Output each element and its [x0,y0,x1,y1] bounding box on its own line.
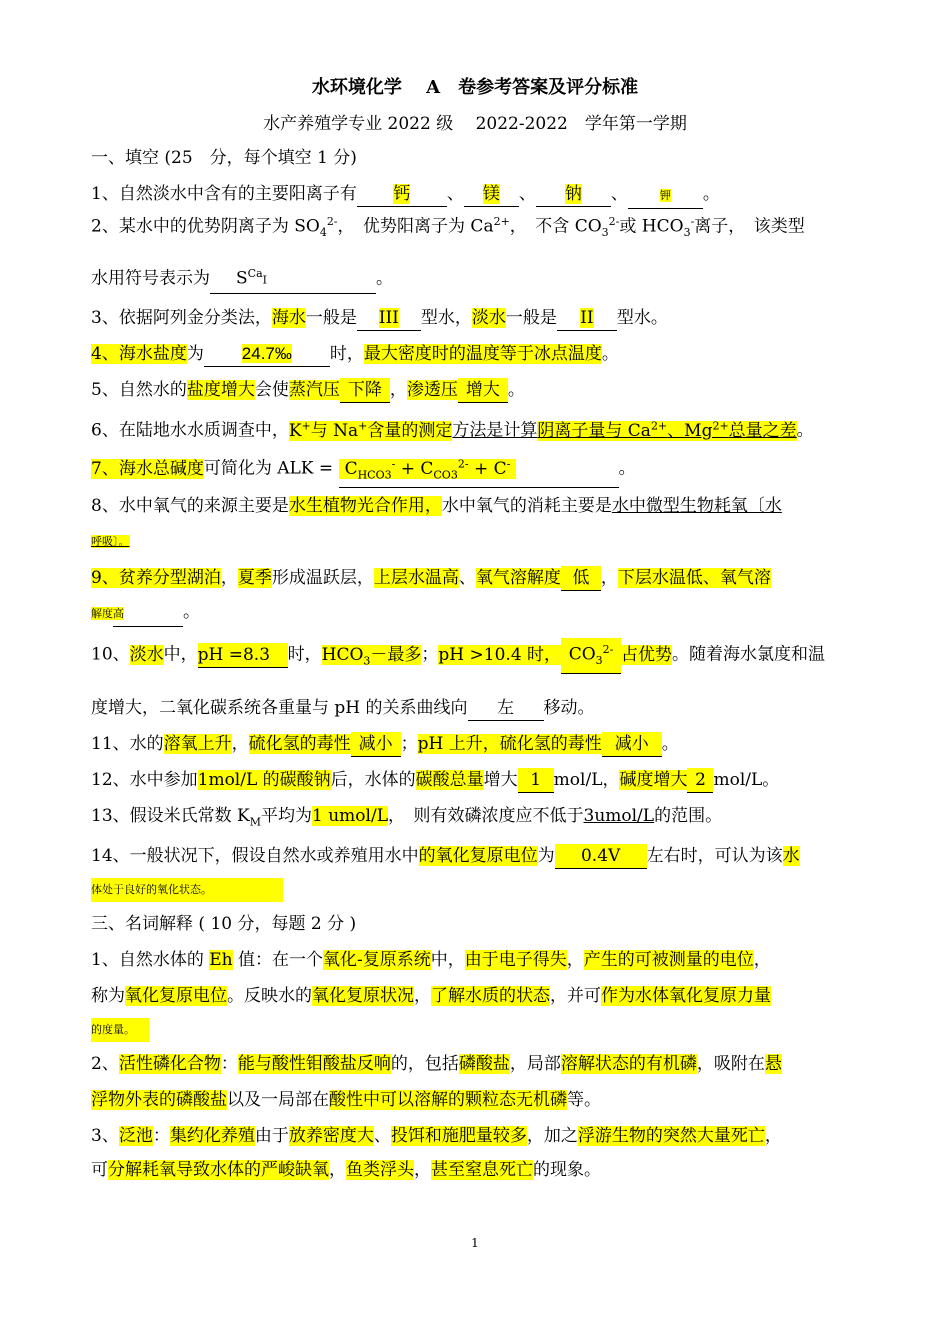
definition-2: 2、活性磷化合物：能与酸性钼酸盐反响的，包括磷酸盐，局部溶解状态的有机磷，吸附在悬 [91,1054,782,1074]
question-10-cont: 度增大，二氧化碳系统各重量与 pH 的关系曲线向 左 移动。 [91,696,865,721]
page-number: 1 [471,1236,479,1250]
answer: 钙 [393,184,411,204]
question-7: 7、海水总碱度可简化为 ALK = $C_{HCO3}^- + C_{CO3}^{2-} + C^-$ 。 [91,452,865,488]
question-5: 5、自然水的盐度增大会使蒸汽压 下降 ，渗透压 增大 。 [91,378,865,403]
question-2-cont: 水用符号表示为 $S^{Ca}Ⅰ$ 。 [91,262,865,294]
question-14: 14、一般状况下，假设自然水或养殖用水中的氧化复原电位为 0.4V 左右时，可认为该水 [91,844,865,869]
question-9: 9、贫养分型湖泊，夏季形成温跃层，上层水温高、氧气溶解度 低 ，下层水温低、氧气溶 [91,566,865,591]
question-4: 4、海水盐度为 24.7‰ 时，最大密度时的温度等于冰点温度。 [91,342,865,367]
question-13: 13、假设米氏常数 $K_M$平均为1 umol/L， 则有效磷浓度应不低于3umol/L的范围。 [91,806,723,829]
question-11: 11、水的溶氧上升，硫化氢的毒性 减小 ；pH 上升，硫化氢的毒性 减小 。 [91,732,865,757]
definition-1-cont: 称为氧化复原电位。反映水的氧化复原状况，了解水质的状态，并可作为水体氧化复原力量 [91,986,771,1006]
section-heading-definitions: 三、名词解释 ( 10 分，每题 2 分 ) [91,914,357,934]
question-14-cont: 体处于良好的氧化状态。 [91,876,865,902]
definition-3-cont: 可分解耗氧导致水体的严峻缺氧，鱼类浮头，甚至窒息死亡的现象。 [91,1160,601,1180]
question-8: 8、水中氧气的来源主要是水生植物光合作用，水中氧气的消耗主要是水中微型生物耗氧〔水 [91,496,782,516]
question-3: 3、依据阿列金分类法，海水一般是 III 型水，淡水一般是 II 型水。 [91,306,865,331]
definition-2-cont: 浮物外表的磷酸盐以及一局部在酸性中可以溶解的颗粒态无机磷等。 [91,1090,601,1110]
question-8-cont: 呼吸〕。 [91,535,130,548]
section-heading-fill-blank: 一、填空 (25 分，每个填空 1 分) [91,148,357,168]
answer: 镁 [482,184,500,204]
question-9-cont: 解度高 。 [91,600,865,627]
answer: 钾 [659,189,671,202]
definition-1-cont2: 的度量。 [91,1016,865,1042]
subtitle: 水产养殖学专业 2022 级 2022-2022 学年第一学期 [263,114,687,134]
question-12: 12、水中参加1mol/L 的碳酸钠后，水体的碳酸总量增大 1 mol/L，碱度增大 2 mol/L。 [91,768,865,793]
question-2: 2、某水中的优势阴离子为 $SO_4^{2-}$， 优势阳离子为 $Ca^{2+}$， 不含 $CO_3^{2-}$或 $HCO_3^-$离子， 该类型 [91,215,805,240]
definition-1: 1、自然水体的 Eh 值：在一个氧化-复原系统中，由于电子得失，产生的可被测量的电位， [91,950,771,970]
answer: 钠 [564,184,582,204]
question-10: 10、淡水中，pH =8.3 时，$HCO_3-$最多；pH >10.4 时， $CO_3^{2-}$ 占优势。随着海水氯度和温 [91,638,865,674]
definition-3: 3、泛池：集约化养殖由于放养密度大、投饵和施肥量较多，加之浮游生物的突然大量死亡， [91,1126,782,1146]
question-1: 1、自然淡水中含有的主要阳离子有 钙 、 镁 、 钠 、 钾 。 [91,182,865,209]
question-6: 6、在陆地水水质调查中，K+与 Na+含量的测定方法是计算阴离子量与 $Ca^{2+}$、$Mg^{2+}$总量之差。 [91,419,814,441]
page-title: 水环境化学 A 卷参考答案及评分标准 [311,77,639,98]
